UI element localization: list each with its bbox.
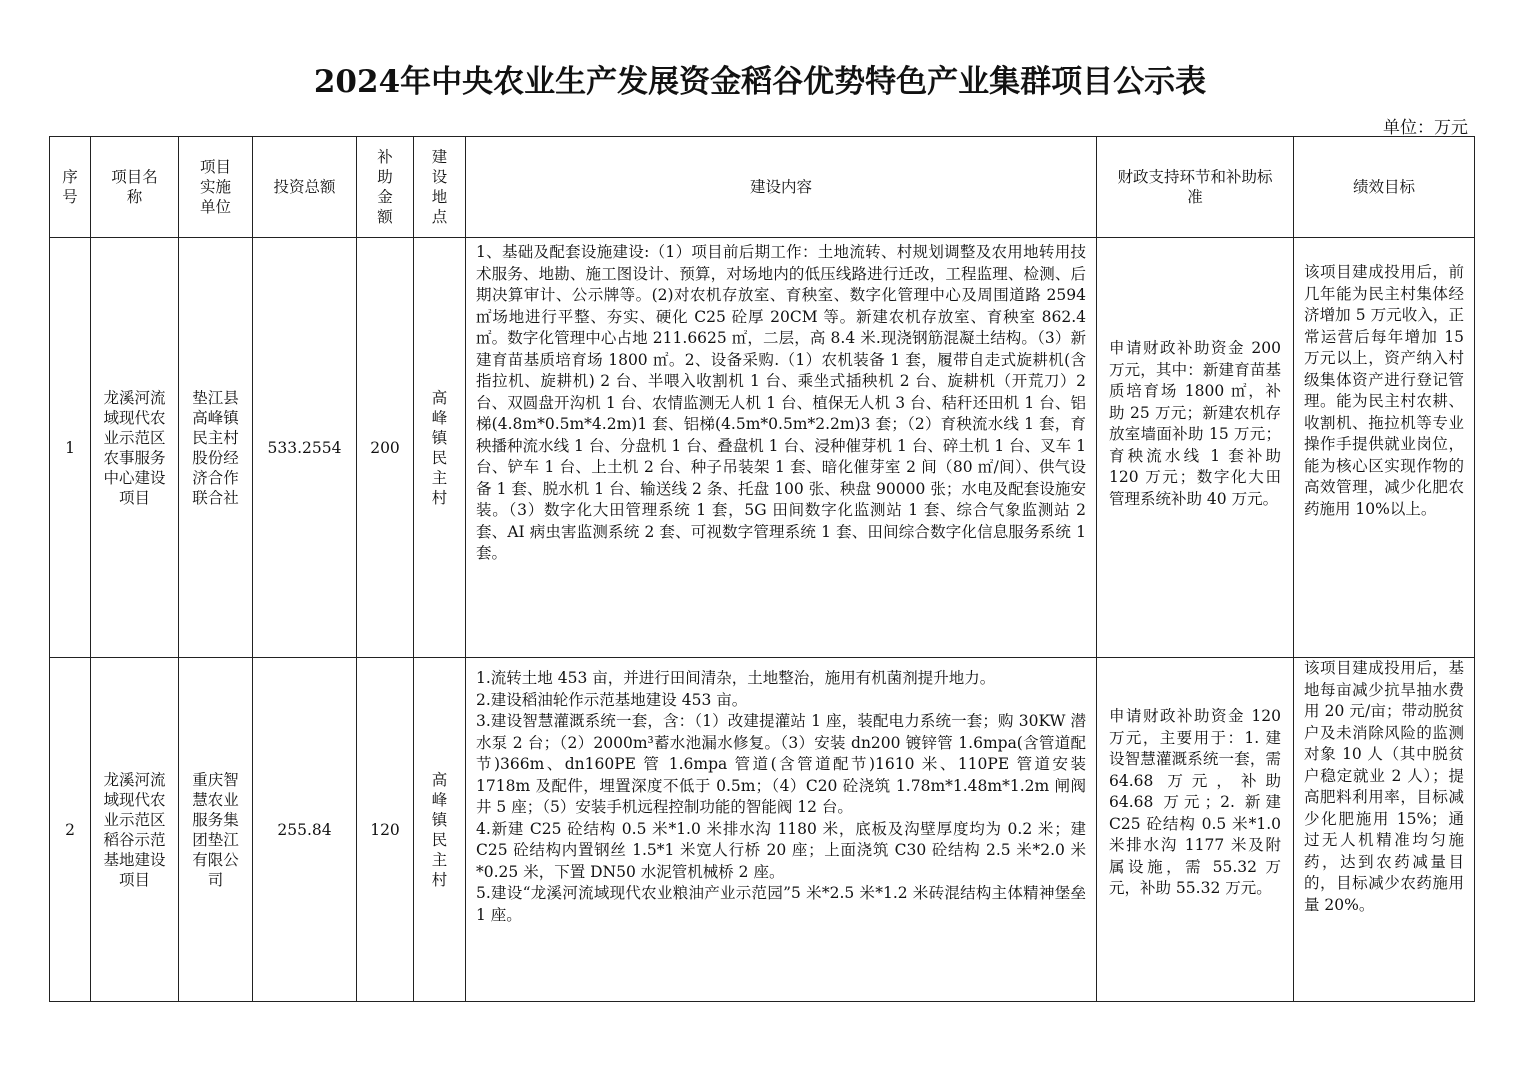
row-org: 垫江县高峰镇民主村股份经济合作联合社 (179, 238, 253, 658)
project-table (49, 136, 1475, 1002)
header-row (50, 137, 1475, 238)
row-invest: 533.2554 (253, 238, 357, 658)
row-content (466, 658, 1097, 1002)
unit-label: 单位：万元 (1383, 118, 1468, 138)
row-project-name: 龙溪河流域现代农业示范区农事服务中心建设项目 (91, 238, 179, 658)
row-finance: 申请财政补助资金 120 万元，主要用于：1. 建设智慧灌溉系统一套，需 64.68 万元，补助 64.68 万元；2. 新建 C25 砼结构 0.5 米*1.0 米排水沟 1177 米及附属设施，需 55.32 万元，补助 55.32 万元。 (1097, 658, 1294, 1002)
content-line: 3.建设智慧灌溉系统一套，含：（1）改建提灌站 1 座，装配电力系统一套；购 30KW 潜水泵 2 台；（2）2000m³蓄水池漏水修复。（3）安装 dn200 镀锌管 1.6mpa(含管道配节)366m、dn160PE 管 1.6mpa 管道(含管道配节)1610 米、110PE 管道安装 1718m 及配件，埋置深度不低于 0.5m；（4）C20 砼浇筑 1.78m*1.48m*1.2m 闸阀井 5 座；（5）安装手机远程控制功能的智能阀 12 台。 (476, 712, 1086, 816)
header-location: 建设地点 (414, 137, 466, 238)
row-content: 1、基础及配套设施建设:（1）项目前后期工作：土地流转、村规划调整及农用地转用技术服务、地勘、施工图设计、预算，对场地内的低压线路进行迁改，工程监理、检测、后期决算审计、公示牌等。(2)对农机存放室、育秧室、数字化管理中心及周围道路 2594 ㎡场地进行平整、夯实、硬化 C25 砼厚 20CM 等。新建农机存放室、育秧室 862.4 ㎡。数字化管理中心占地 211.6625 ㎡，二层，高 8.4 米.现浇钢筋混凝土结构。（3）新建育苗基质培育场 1800 ㎡。2、设备采购.（1）农机装备 1 套，履带自走式旋耕机(含指拉机、旋耕机) 2 台、半喂入收割机 1 台、乘坐式插秧机 2 台、旋耕机（开荒刀）2 台、双圆盘开沟机 1 台、农情监测无人机 1 台、植保无人机 3 台、秸秆还田机 1 台、铝梯(4.8m*0.5m*4.2m)1 套、铝梯(4.5m*0.5m*2.2m)3 套；（2）育秧流水线 1 套，育秧播种流水线 1 台、分盘机 1 台、叠盘机 1 台、浸种催芽机 1 台、碎土机 1 台、叉车 1 台、铲车 1 台、上土机 2 台、种子吊装架 1 套、暗化催芽室 2 间（80 ㎡/间）、供气设备 1 套、脱水机 1 台、输送线 2 条、托盘 100 张、秧盘 90000 张；水电及配套设施安装。（3）数字化大田管理系统 1 套，5G 田间数字化监测站 1 套、综合气象监测站 2 套、AI 病虫害监测系统 2 套、可视数字管理系统 1 套、田间综合数字化信息服务系统 1 套。 (466, 238, 1097, 658)
row-performance: 该项目建成投用后，基地每亩减少抗旱抽水费用 20 元/亩；带动脱贫户及未消除风险的监测对象 10 人（其中脱贫户稳定就业 2 人）；提高肥料利用率，目标减少化肥施用 15%；通过无人机精准均匀施药，达到农药减量目的，目标减少农药施用量 20%。 (1294, 658, 1475, 1002)
content-line: 2.建设稻油轮作示范基地建设 453 亩。 (476, 690, 748, 709)
row-seq: 1 (50, 238, 91, 658)
row-location: 高峰镇民主村 (414, 658, 466, 1002)
content-line: 1.流转土地 453 亩，并进行田间清杂，土地整治，施用有机菌剂提升地力。 (476, 669, 996, 687)
header-org: 项目实施单位 (179, 137, 253, 238)
table-row (50, 238, 1475, 658)
header-subsidy: 补助金额 (357, 137, 414, 238)
table-row (50, 658, 1475, 1002)
row-org: 重庆智慧农业服务集团垫江有限公司 (179, 658, 253, 1002)
content-line: 4.新建 C25 砼结构 0.5 米*1.0 米排水沟 1180 米，底板及沟壁厚度均为 0.2 米；建 C25 砼结构内置钢丝 1.5*1 米宽人行桥 20 座；上面浇筑 C30 砼结构 2.5 米*2.0 米*0.25 米，下置 DN50 水泥管机械桥 2 座。 (476, 819, 1086, 881)
content-line: 5.建设“龙溪河流域现代农业粮油产业示范园”5 米*2.5 米*1.2 米砖混结构主体精神堡垒 1 座。 (476, 884, 1086, 924)
row-subsidy: 120 (357, 658, 414, 1002)
header-invest: 投资总额 (253, 137, 357, 238)
row-seq: 2 (50, 658, 91, 1002)
page-title: 2024年中央农业生产发展资金稻谷优势特色产业集群项目公示表 (313, 64, 1207, 100)
header-perf: 绩效目标 (1294, 137, 1475, 238)
row-performance: 该项目建成投用后，前几年能为民主村集体经济增加 5 万元收入，正常运营后每年增加 15 万元以上，资产纳入村级集体资产进行登记管理。能为民主村农耕、收割机、拖拉机等专业操作手提供就业岗位，能为核心区实现作物的高效管理，减少化肥农药施用 10%以上。 (1294, 238, 1475, 658)
header-seq: 序号 (50, 137, 91, 238)
row-project-name: 龙溪河流域现代农业示范区稻谷示范基地建设项目 (91, 658, 179, 1002)
row-location: 高峰镇民主村 (414, 238, 466, 658)
row-invest: 255.84 (253, 658, 357, 1002)
row-subsidy: 200 (357, 238, 414, 658)
header-content: 建设内容 (466, 137, 1097, 238)
header-finance: 财政支持环节和补助标准 (1097, 137, 1294, 238)
row-finance: 申请财政补助资金 200 万元，其中：新建育苗基质培育场 1800 ㎡，补助 25 万元；新建农机存放室墙面补助 15 万元；育秧流水线 1 套补助 120 万元；数字化大田管理系统补助 40 万元。 (1097, 238, 1294, 658)
header-name: 项目名称 (91, 137, 179, 238)
